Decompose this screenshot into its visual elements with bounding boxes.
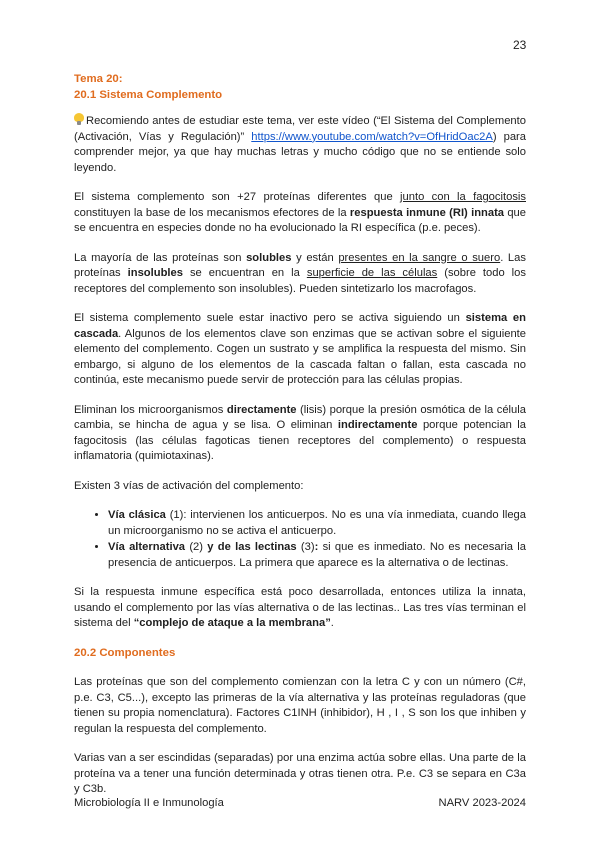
section-title-sistema-complemento: 20.1 Sistema Complemento [74,88,223,101]
topic-title: Tema 20: [74,73,123,85]
paragraph-complejo-ataque: Si la respuesta inmune específica está poco desarrollada, entonces utiliza la innata, usando el complemento por las vías alternativa o de las lectinas.. Las tres vías terminan el sistema del “complejo de ataque a la membrana”. [74,586,526,629]
paragraph-vias-intro: Existen 3 vías de activación del complemento: [74,479,304,492]
footer-author-year: NARV 2023-2024 [438,797,526,809]
paragraph-nomenclatura: Las proteínas que son del complemento comienzan con la letra C y con un número (C#, p.e. C3, C5...), excepto las primeras de la vía alternativa y las proteínas reguladoras (que tienen su propia nomenclatura). Factores C1INH (inhibidor), H , I , S son los que inhiben y regulan la respuesta del complemento. [74,676,526,735]
list-item-via-alternativa: • Vía alternativa (2) y de las lectinas (3): si que es inmediato. No es necesaria la presencia de anticuerpos. La primera que aparece es la alternativa o de lectinas. [108,540,526,571]
document-body [74,72,526,812]
video-link[interactable]: https://www.youtube.com/watch?v=OfHridOac2A [251,130,493,143]
paragraph-definicion: El sistema complemento son +27 proteínas diferentes que junto con la fagocitosis constituyen la base de los mecanismos efectores de la respuesta inmune (RI) innata que se encuentra en especies donde no ha evolucionado la RI específica (p.e. peces). [74,191,526,234]
intro-paragraph: Recomiendo antes de estudiar este tema, ver este vídeo (“El Sistema del Complemento (Activación, Vías y Regulación)” https://www.youtube.com/watch?v=OfHridOac2A) para comprender mejor, ya que hay muchas letras y mucho código que no se entiende solo leyendo. [74,115,526,174]
lightbulb-icon [74,113,84,125]
paragraph-solubilidad: La mayoría de las proteínas son solubles y están presentes en la sangre o suero. Las proteínas insolubles se encuentran en la superficie de las células (sobre todo los receptores del complemento son insolubles). Pueden sintetizarlo los macrofagos. [74,251,526,295]
list-item-via-clasica: • Vía clásica (1): intervienen los anticuerpos. No es una vía inmediata, cuando llega un microorganismo no se activa el anticuerpo. [108,508,526,539]
paragraph-cascada: El sistema complemento suele estar inactivo pero se activa siguiendo un sistema en cascada. Algunos de los elementos clave son enzimas que se activan sobre el siguiente elemento del complemento. Cogen un sustrato y se amplifica la respuesta del mismo. Sin embargo, si alguno de los elementos de la cascada faltan o fallan, esta cascada no continúa, este mecanismo puede servir de protección para las células propias. [74,312,526,386]
paragraph-escision: Varias van a ser escindidas (separadas) por una enzima actúa sobre ellas. Una parte de la proteína va a tener una función determinada y otras tienen otra. P.e. C3 se separa en C3a y C3b. [74,752,526,795]
footer-course: Microbiología II e Inmunología [74,797,224,809]
paragraph-eliminacion: Eliminan los microorganismos directamente (lisis) porque la presión osmótica de la célula cambia, se hincha de agua y se lisa. O eliminan indirectamente porque potencian la fagocitosis (las células fagoticas tienen receptores del complemento) o respuesta inflamatoria (quimiotaxinas). [74,403,527,462]
section-title-componentes: 20.2 Componentes [74,646,176,659]
vias-list [74,508,526,571]
page-number: 23 [513,38,527,52]
